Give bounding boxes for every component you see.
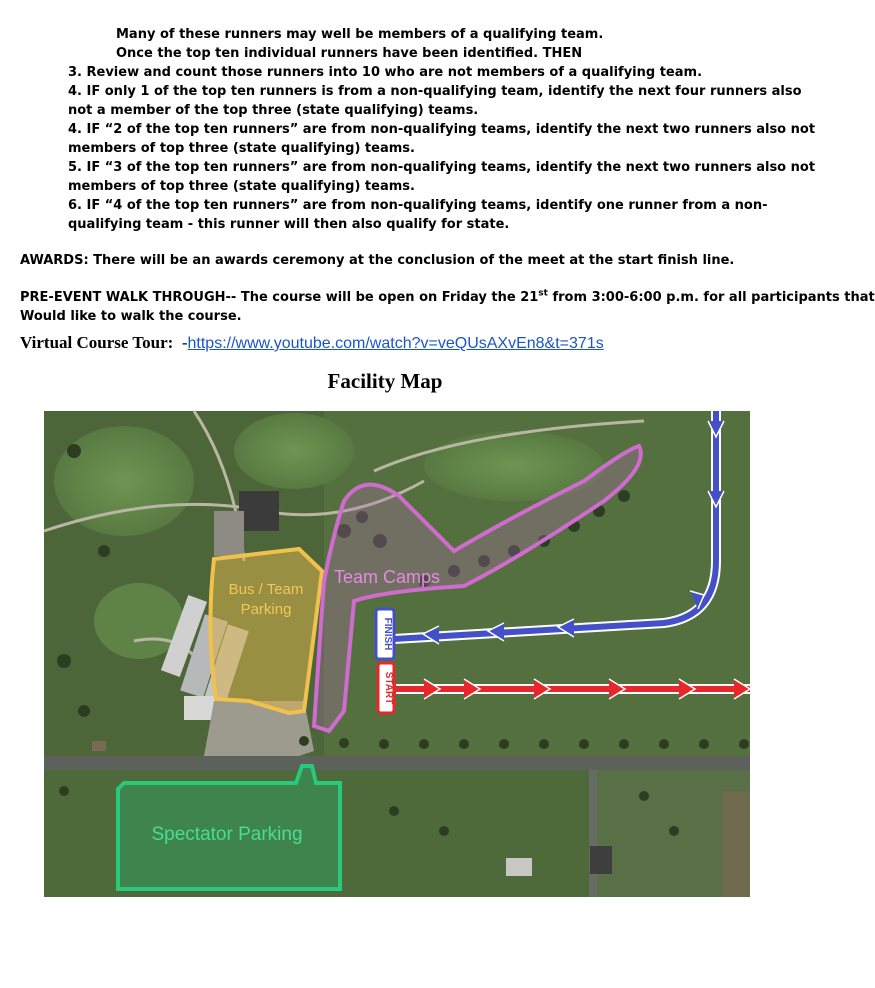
clubhouse: [239, 491, 279, 531]
rules-line-b: Once the top ten individual runners have been identified. THEN: [116, 46, 583, 61]
house: [506, 858, 532, 876]
start-label: START: [383, 671, 394, 705]
bus-label-1: Bus / Team: [228, 581, 304, 598]
fairway: [234, 413, 354, 489]
map-title: Facility Map: [327, 369, 443, 393]
crop-field: [722, 791, 750, 897]
virtual-tour-dash: -: [173, 333, 188, 352]
rules-step-6-1: 6. IF “4 of the top ten runners” are from non-qualifying teams, identify one runner from a non-: [68, 198, 768, 213]
road: [44, 756, 750, 770]
rules-step-4b-2: members of top three (state qualifying) teams.: [68, 141, 415, 156]
shed: [92, 741, 106, 751]
rules-step-4a-2: not a member of the top three (state qualifying) teams.: [68, 103, 479, 118]
rules-line-a: Many of these runners may well be members of a qualifying team.: [116, 27, 604, 42]
virtual-tour-row: [20, 333, 604, 353]
facility-map-svg: [44, 411, 750, 897]
fairway: [54, 426, 194, 536]
rules-step-4a-1: 4. IF only 1 of the top ten runners is from a non-qualifying team, identify the next four runners also: [68, 84, 802, 99]
awards-paragraph: AWARDS: There will be an awards ceremony at the conclusion of the meet at the start finish line.: [20, 253, 735, 268]
team-camps-label: Team Camps: [334, 567, 441, 587]
virtual-tour-link[interactable]: https://www.youtube.com/watch?v=veQUsAXvEn8&t=371s: [187, 335, 604, 352]
walkthrough-ordinal: st: [538, 288, 548, 299]
rules-step-4b-1: 4. IF “2 of the top ten runners” are from non-qualifying teams, identify the next two runners also not: [68, 122, 816, 137]
rules-step-3: 3. Review and count those runners into 10 who are not members of a qualifying team.: [68, 65, 703, 80]
bus-team-parking-zone: [210, 549, 322, 713]
house: [590, 846, 612, 874]
side-road: [589, 770, 597, 897]
walkthrough-line-1: PRE-EVENT WALK THROUGH-- The course will be open on Friday the 21st from 3:00-6:00 p.m. for all participants that: [20, 288, 875, 305]
finish-label: FINISH: [382, 617, 393, 651]
rules-step-6-2: qualifying team - this runner will then also qualify for state.: [68, 217, 510, 232]
virtual-tour-label: Virtual Course Tour:: [20, 333, 174, 352]
rules-step-5-1: 5. IF “3 of the top ten runners” are from non-qualifying teams, identify the next two runners also not: [68, 160, 816, 175]
clubhouse-annex: [214, 511, 244, 556]
rules-step-5-2: members of top three (state qualifying) teams.: [68, 179, 415, 194]
walkthrough-line-2: Would like to walk the course.: [20, 309, 242, 324]
spectator-parking-label: Spectator Parking: [151, 824, 303, 845]
facility-map: [44, 411, 750, 897]
bus-label-2: Parking: [240, 601, 292, 618]
